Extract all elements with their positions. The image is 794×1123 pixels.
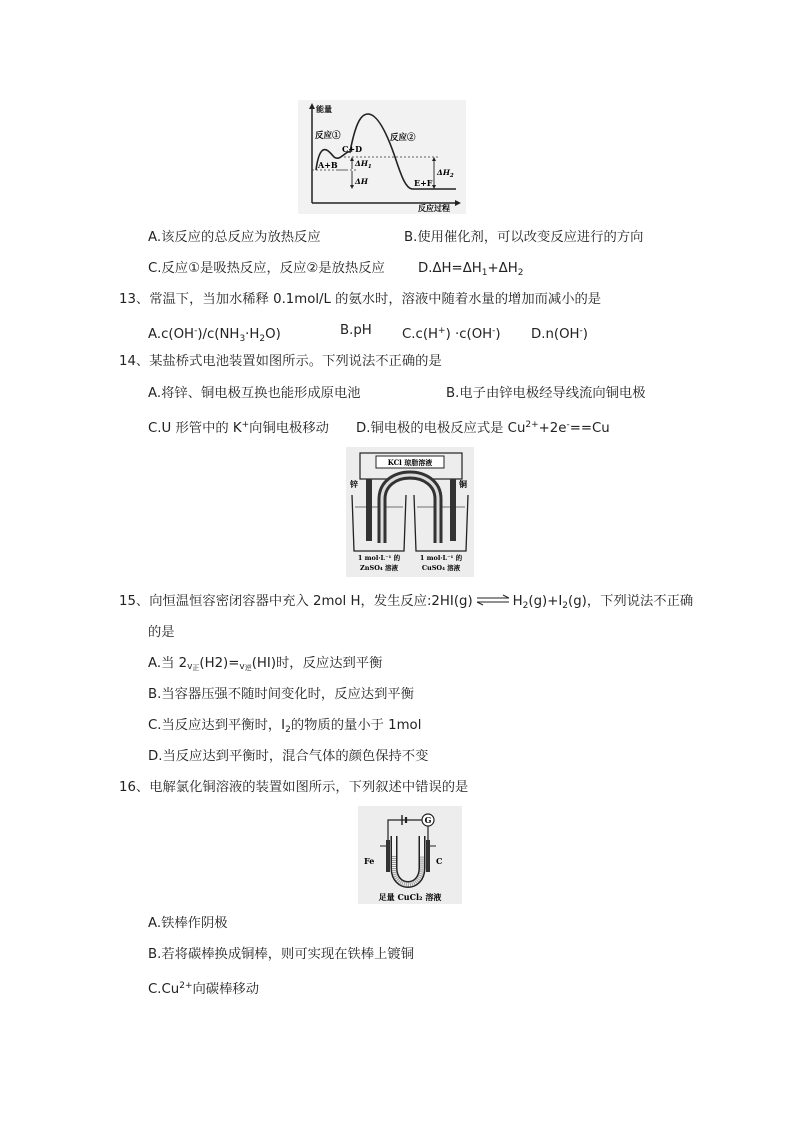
q13-option-d: D.n(OH-) [531, 326, 588, 342]
q15-option-a: A.当 $2v_正(H2)=v_逆(HI)$时，反应达到平衡 [148, 656, 383, 672]
y-axis-label: 能量 [316, 104, 332, 114]
solution-label: 足量 CuCl₂ 溶液 [378, 892, 442, 902]
right-solution-label-2: CuSO₄ 溶液 [421, 564, 461, 572]
electrolysis-diagram [358, 806, 462, 904]
energy-diagram [298, 100, 466, 214]
galvanometer-label: G [424, 815, 432, 825]
q14-stem: 14、某盐桥式电池装置如图所示。下列说法不正确的是 [119, 354, 442, 369]
q13-option-b: B.pH [340, 323, 372, 338]
dh2-label: $\Delta H_2$ [437, 168, 454, 179]
q13-option-c: C.c(H+) ·c(OH-) [402, 326, 501, 342]
bridge-label: KCl 琼脂溶液 [387, 458, 433, 467]
fe-label: Fe [364, 856, 375, 866]
q15-stem: 15、向恒温恒容密闭容器中充入 2mol H，发生反应:2HI(g) $H_2(g)+I_2(g)$，下列说法不正确 [119, 594, 694, 611]
q13-option-a: $A.c(OH^-)/c(NH_3\cdot H_2O)$ [148, 326, 281, 344]
q16-stem: 16、电解氯化铜溶液的装置如图所示，下列叙述中错误的是 [119, 780, 469, 795]
dh-label: ΔH [355, 177, 368, 186]
left-solution-label-1: 1 mol·L⁻¹ 的 [357, 554, 401, 562]
right-solution-label-1: 1 mol·L⁻¹ 的 [419, 554, 463, 562]
left-solution-label-2: ZnSO₄ 溶液 [360, 564, 398, 572]
q13-stem: 13、常温下，当加水稀释 0.1mol/L 的氨水时，溶液中随着水量的增加而减小的是 [119, 292, 602, 307]
q12-option-c: C.反应①是吸热反应，反应②是放热反应 [148, 261, 385, 276]
q14-option-b: B.电子由锌电极经导线流向铜电极 [446, 386, 646, 401]
copper-label: 铜 [459, 479, 467, 489]
x-axis-label: 反应过程 [418, 203, 450, 213]
q16-option-a: A.铁棒作阴极 [148, 916, 228, 931]
q12-option-b: B.使用催化剂，可以改变反应进行的方向 [404, 230, 644, 245]
q16-option-b: B.若将碳棒换成铜棒，则可实现在铁棒上镀铜 [148, 947, 414, 962]
q14-option-c: C.U 形管中的 K+向铜电极移动 [148, 420, 329, 436]
zinc-label: 锌 [350, 479, 358, 489]
equilibrium-arrow-icon [475, 594, 511, 606]
reaction2-label: 反应② [390, 133, 416, 143]
q15-stem-line2: 的是 [148, 625, 175, 640]
ab-label: A+B [318, 160, 338, 170]
salt-bridge-cell-diagram [346, 447, 474, 577]
cd-label: C+D [342, 144, 363, 154]
copper-electrode [450, 479, 456, 541]
q16-option-c: $C.Cu^{2+}$向碳棒移动 [148, 981, 259, 997]
q15-option-c: C.当反应达到平衡时，$I_2$的物质的量小于 1mol [148, 718, 422, 735]
q15-option-d: D.当反应达到平衡时，混合气体的颜色保持不变 [148, 749, 429, 764]
ef-label: E+F [414, 178, 433, 188]
carbon-electrode [426, 840, 430, 872]
zinc-electrode [366, 479, 372, 541]
dh1-label: $\Delta H_1$ [355, 159, 372, 170]
c-label: C [436, 856, 443, 866]
iron-electrode [386, 840, 390, 872]
q12-option-d: $D.\Delta H=\Delta H_1+\Delta H_2$ [418, 261, 524, 278]
q15-option-b: B.当容器压强不随时间变化时，反应达到平衡 [148, 687, 414, 702]
q14-option-d: D.铜电极的电极反应式是 $Cu^{2+}+2e^-==Cu$ [356, 420, 610, 436]
reaction1-label: 反应① [315, 131, 341, 141]
q12-option-a: A.该反应的总反应为放热反应 [148, 230, 321, 245]
q14-option-a: A.将锌、铜电极互换也能形成原电池 [148, 386, 361, 401]
